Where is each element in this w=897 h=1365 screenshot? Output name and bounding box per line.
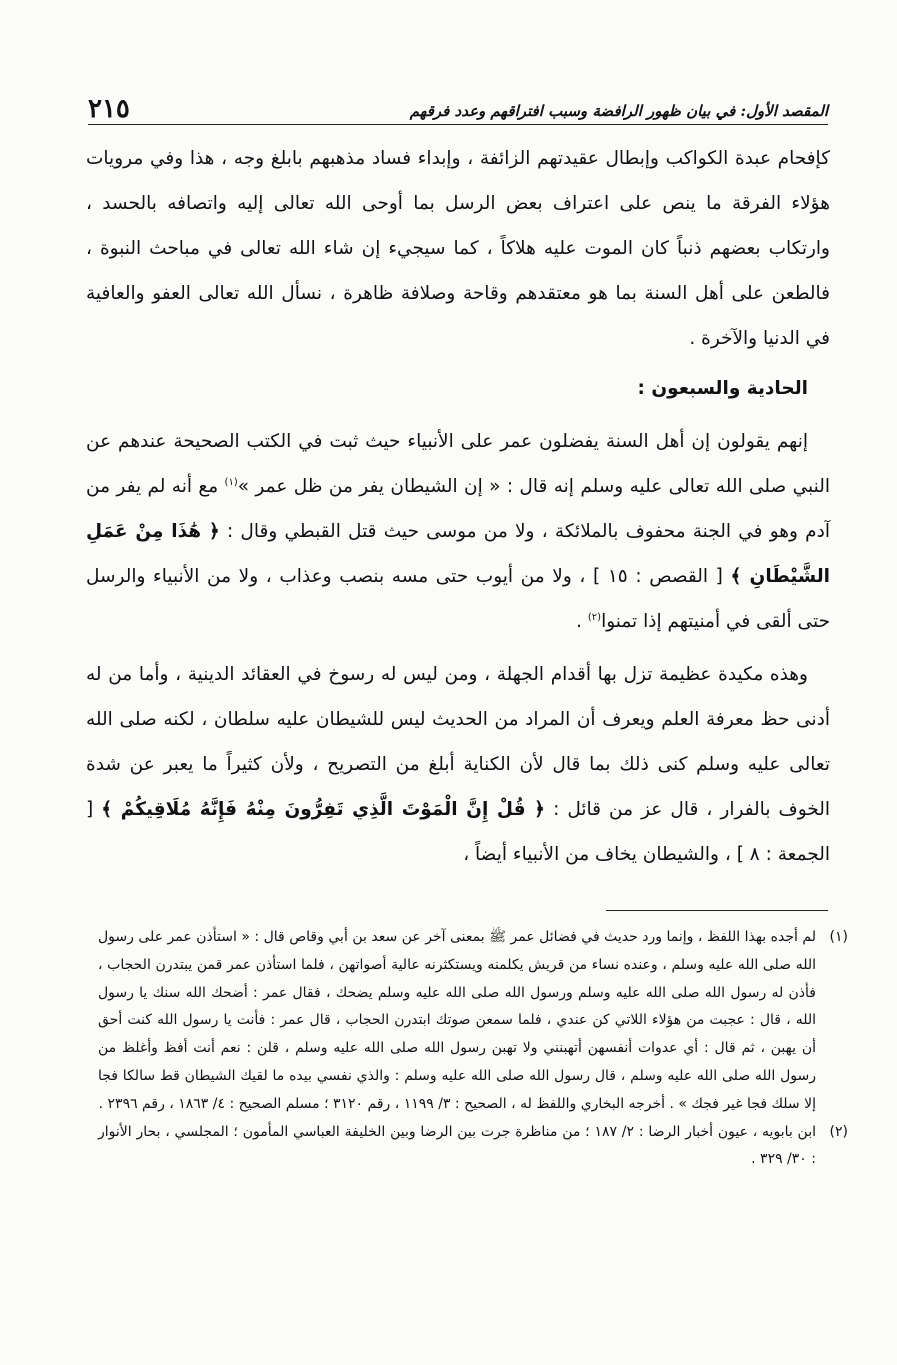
running-header-title: المقصد الأول: في بيان ظهور الرافضة وسبب افتراقهم وعدد فرقهم <box>409 102 828 120</box>
paragraph-2-part-c: [ القصص : ١٥ ] ، ولا من أيوب حتى مسه بنصب وعذاب ، ولا من الأنبياء والرسل حتى ألقى في أمنيتهم إذا تمنوا <box>86 566 830 632</box>
footnote-ref-1[interactable]: (١) <box>224 476 238 488</box>
paragraph-2-part-a: إنهم يقولون إن أهل السنة يفضلون عمر على الأنبياء حيث ثبت في الكتب الصحيحة عندهم عن النبي صلى الله تعالى عليه وسلم إنه قال : « إن الشيطان يفر من ظل عمر » <box>86 431 830 497</box>
paragraph-2-part-b: مع أنه لم يفر من آدم وهو في الجنة محفوف بالملائكة ، ولا من موسى حيث قتل القبطي وقال : <box>86 476 831 542</box>
paragraph-1: كإفحام عبدة الكواكب وإبطال عقيدتهم الزائفة ، وإبداء فساد مذهبهم بابلغ وجه ، هذا وفي مرويات هؤلاء الفرقة ما ينص على اعتراف بعض الرسل بما أوحى الله تعالى إليه واتصافه بالحسد ، وارتكاب بعضهم ذنباً كان الموت عليه هلاكاً ، كما سيجيء إن شاء الله تعالى في مباحث النبوة ، فالطعن على أهل السنة بما هو معتقدهم وقاحة وصلافة ظاهرة ، نسأل الله تعالى العفو والعافية في الدنيا والآخرة . <box>86 148 830 349</box>
footnote-1-number: (١) <box>829 929 848 945</box>
running-header <box>88 78 828 122</box>
footnote-2 <box>98 1119 848 1175</box>
quran-verse-2: ﴿ قُلْ إِنَّ الْمَوْتَ الَّذِي تَفِرُّونَ مِنْهُ فَإِنَّهُ مُلَاقِيكُمْ ﴾ <box>101 799 546 820</box>
paragraph-3-part-b: [ الجمعة : ٨ ] ، والشيطان يخاف من الأنبياء أيضاً ، <box>86 799 830 865</box>
footnote-1 <box>98 924 848 1119</box>
section-heading: الحادية والسبعون : <box>637 378 808 399</box>
footnote-1-text: لم أجده بهذا اللفظ ، وإنما ورد حديث في فضائل عمر ﷺ بمعنى آخر عن سعد بن أبي وقاص قال : « استأذن عمر على رسول الله صلى الله عليه وسلم ، وعنده نساء من قريش يكلمنه ويستكثرنه عالية أصواتهن ، فلما استأذن عمر قمن يبتدرن الحجاب ، فأذن له رسول الله صلى الله عليه وسلم ورسول الله صلى الله عليه وسلم يضحك ، فقال عمر : أضحك الله سنك يا رسول الله ، قال : عجبت من هؤلاء اللاتي كن عندي ، فلما سمعن صوتك ابتدرن الحجاب ، قال عمر : فأنت يا رسول الله كنت أحق أن يهبن ، ثم قال : أي عدوات أنفسهن أتهبنني ولا تهبن رسول الله صلى الله عليه وسلم ، قلن : نعم أنت أفظ وأغلظ من رسول الله صلى الله عليه وسلم ، قال رسول الله صلى الله عليه وسلم : والذي نفسي بيده ما لقيك الشيطان قط سالكا فجا إلا سلك فجا غير فجك » . أخرجه البخاري واللفظ له ، الصحيح : ٣/ ١١٩٩ ، رقم ٣١٢٠ ؛ مسلم الصحيح : ٤/ ١٨٦٣ ، رقم ٢٣٩٦ . <box>98 929 816 1112</box>
footnote-2-number: (٢) <box>829 1123 848 1140</box>
page-number: ٢١٥ <box>88 94 130 124</box>
header-divider <box>88 124 828 125</box>
footnote-ref-2[interactable]: (٢) <box>587 611 602 623</box>
paragraph-3-part-a: وهذه مكيدة عظيمة تزل بها أقدام الجهلة ، ومن ليس له رسوخ في العقائد الدينية ، وأما من له أدنى حظ معرفة العلم ويعرف أن المراد من الحديث ليس للشيطان عليه سلطان ، لكنه صلى الله تعالى عليه وسلم كنى ذلك بما قال لأن الكناية أبلغ من التصريح ، ولأن كثيراً ما يعبر عن شدة الخوف بالفرار ، قال عز من قائل : <box>86 664 830 820</box>
footnote-divider <box>606 910 828 911</box>
footnote-2-text: ابن بابويه ، عيون أخبار الرضا : ٢/ ١٨٧ ؛ من مناظرة جرت بين الرضا وبين الخليفة العباسي المأمون ؛ المجلسي ، بحار الأنوار : ٣٠/ ٣٢٩ . <box>98 1123 816 1168</box>
main-text <box>86 136 830 877</box>
quran-verse-1: ﴿ هَٰذَا مِنْ عَمَلِ الشَّيْطَانِ ﴾ <box>86 521 830 587</box>
paragraph-2 <box>86 419 830 644</box>
footnotes <box>98 924 848 1174</box>
paragraph-2-part-d: . <box>576 611 588 632</box>
paragraph-3 <box>86 652 830 877</box>
